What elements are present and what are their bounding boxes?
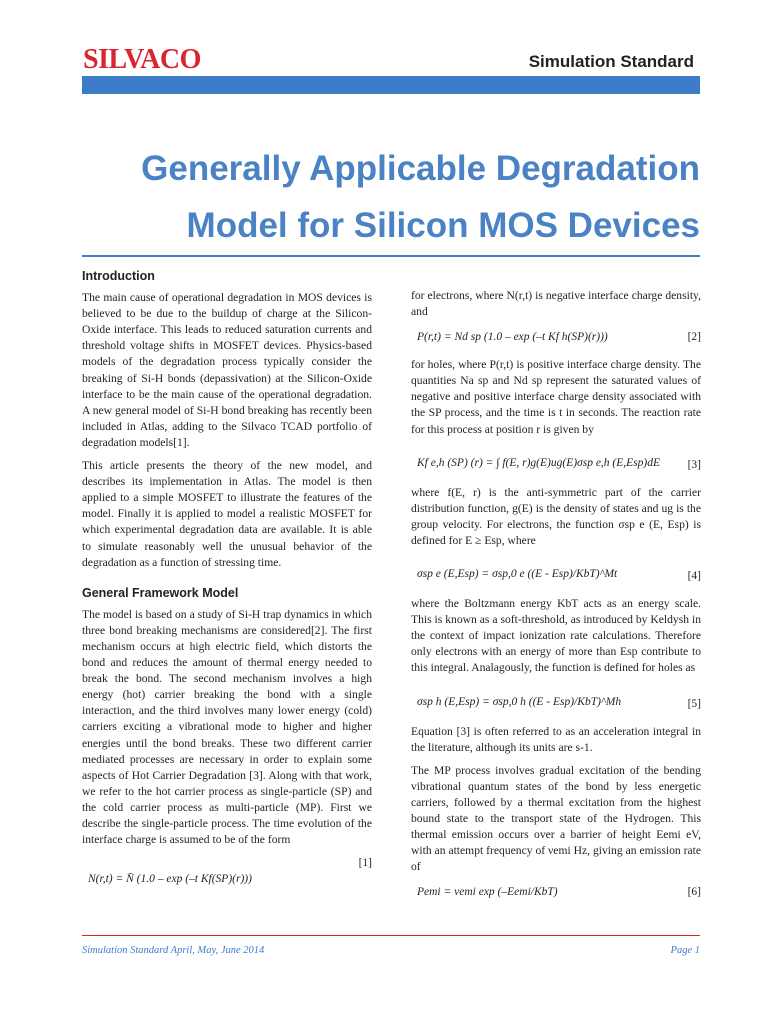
equation-3-number: [3] (687, 458, 701, 471)
intro-paragraph-1: The main cause of operational degradation in MOS devices is believed to be due to the buildup of charge at the Silicon-Oxide interface. This leads to reduced saturation currents and threshold voltage shifts in MOSFET devices. Physics-based models of the degradation process typically consider the breaking of Si-H bonds (depassivation) at the Silicon-Oxide interface to be the main cause of the operational degradation. A new general model of Si-H bond breaking has recently been included in Atlas, adding to the Silvaco TCAD portfolio of degradation models[1]. (82, 291, 372, 449)
right-column (411, 288, 701, 912)
footer-rule (82, 935, 700, 936)
general-framework-paragraph: The model is based on a study of Si-H trap dynamics in which three bond breaking mechanisms are considered[2]. The first mechanism occurs at high electric field, which distorts the bond and reduces the amount of thermal energy needed to break the bond. The second mechanism involves a high energy (hot) carrier breaking the bond with a single interaction, and the third involves many lower energy (cold) carriers exciting a vibrational mode to higher and higher energies until the bond breaks. These two different carrier mediated processes are necessary in order to explain some aspects of Hot Carrier Degradation [3]. Along with that work, we refer to the hot carrier process as single-particle (SP) and the cold carrier process as multi-particle (MP). First we describe the single-particle process. The time evolution of the interface charge is assumed to be of the form (82, 607, 372, 847)
equation-2-formula: P(r,t) = Nd sp (1.0 – exp (–t Kf h(SP)(r))) (417, 331, 608, 344)
right-paragraph-6: The MP process involves gradual excitation of the bending vibrational quantum states of the bond by less energetic carriers, followed by a thermal excitation from the highest bound state to the transport state of the Hydrogen. This thermal emission occurs over a barrier of height Eemi eV, with an attempt frequency of νemi Hz, giving an emission rate of (411, 763, 701, 874)
title-line-2: Model for Silicon MOS Devices (186, 206, 700, 245)
footer-issue: Simulation Standard April, May, June 2014 (82, 945, 265, 956)
left-column (82, 268, 372, 899)
title-divider (82, 255, 700, 257)
silvaco-logo: SILVACO (83, 44, 201, 75)
header-bar (82, 76, 700, 94)
equation-5-number: [5] (687, 697, 701, 710)
footer-page-number: Page 1 (670, 945, 700, 956)
equation-2-number: [2] (687, 331, 701, 344)
right-paragraph-5: Equation [3] is often referred to as an acceleration integral in the literature, although its units are s-1. (411, 724, 701, 754)
equation-2 (411, 327, 701, 347)
equation-4-formula: σsp e (E,Esp) = σsp,0 e ((E - Esp)/KbT)^Mt (417, 568, 618, 581)
equation-6 (411, 882, 701, 902)
intro-heading: Introduction (82, 269, 155, 283)
equation-3-formula: Kf e,h (SP) (r) = ∫ f(E, r)g(E)ug(E)σsp e,h (E,Esp)dE (417, 456, 661, 469)
publication-name: Simulation Standard (528, 52, 694, 71)
equation-1-number: [1] (358, 857, 372, 870)
equation-1-formula: N(r,t) = N̄ (1.0 – exp (–t Kf(SP)(r))) (88, 873, 252, 886)
title-line-1: Generally Applicable Degradation (141, 149, 700, 188)
right-paragraph-3: where f(E, r) is the anti-symmetric part of the carrier distribution function, g(E) is the density of states and ug is the group velocity. For electrons, the function σsp e (E, Esp) is defined for E ≥ Esp, where (411, 485, 701, 547)
equation-4 (411, 556, 701, 586)
right-paragraph-2: for holes, where P(r,t) is positive interface charge density. The quantities Na sp and Nd sp represent the saturated values of negative and positive interface charge density associated with the SP process, and the time is t in seconds. The reaction rate for this process at position r is given by (411, 358, 701, 436)
equation-6-formula: Pemi = νemi exp (–Eemi/KbT) (417, 886, 558, 899)
intro-paragraph-2: This article presents the theory of the new model, and describes its implementation in Atlas. The model is then applied to a simple MOSFET to illustrate the features of the model. Finally it is applied to model a realistic MOSFET for which experimental degradation data are available. It is able to simulate reasonably well the unusual behavior of the degradation as a function of stressing time. (82, 459, 372, 569)
right-paragraph-4: where the Boltzmann energy KbT acts as an energy scale. This is known as a soft-threshold, as introduced by Keldysh in the context of impact ionization rate calculations. Therefore only electrons with an energy of more than Esp contribute to this integral. Analagously, the function is defined for holes as (411, 597, 701, 675)
equation-3 (411, 445, 701, 475)
right-paragraph-1: for electrons, where N(r,t) is negative interface charge density, and (411, 289, 701, 319)
equation-5-formula: σsp h (E,Esp) = σsp,0 h ((E - Esp)/KbT)^Mh (417, 695, 622, 708)
article-title (82, 140, 700, 254)
equation-1 (82, 855, 372, 889)
equation-5 (411, 684, 701, 714)
general-framework-heading: General Framework Model (82, 585, 239, 600)
equation-6-number: [6] (687, 886, 701, 899)
equation-4-number: [4] (687, 570, 701, 583)
